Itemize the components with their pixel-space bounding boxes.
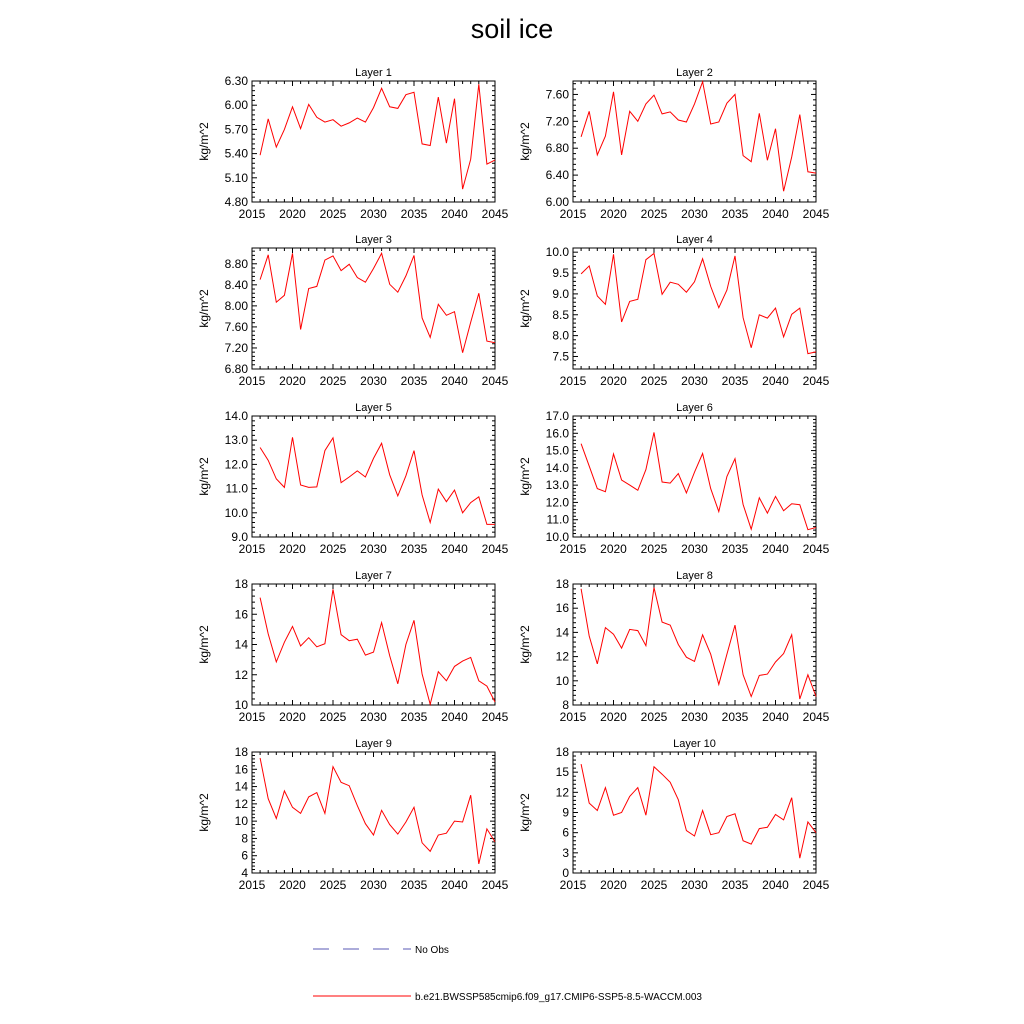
- layer-8-frame: [573, 584, 816, 705]
- y-tick-label: 12.0: [224, 457, 248, 472]
- x-tick-label: 2020: [279, 710, 306, 724]
- x-tick-label: 2045: [802, 542, 830, 556]
- x-tick-label: 2025: [319, 374, 347, 388]
- y-tick-label: 8: [562, 698, 569, 712]
- x-tick-label: 2045: [481, 542, 509, 556]
- x-tick-label: 2030: [360, 207, 387, 221]
- y-tick-label: 18: [234, 745, 248, 759]
- x-tick-label: 2040: [441, 710, 468, 724]
- x-tick-label: 2030: [681, 542, 708, 556]
- layer-9-series-line: [260, 758, 495, 864]
- y-tick-label: 11.0: [225, 481, 248, 496]
- layer-3-series-line: [260, 253, 495, 352]
- x-tick-label: 2040: [441, 542, 468, 556]
- y-tick-label: 8.80: [224, 256, 248, 271]
- x-tick-label: 2040: [762, 878, 789, 892]
- y-tick-label: 18: [555, 577, 569, 591]
- x-tick-label: 2015: [559, 878, 587, 892]
- y-tick-label: 13.0: [545, 478, 569, 493]
- layer-7-frame: [252, 584, 495, 705]
- layer-1-series-line: [260, 84, 495, 189]
- x-tick-label: 2020: [600, 710, 627, 724]
- y-tick-label: 12: [555, 649, 569, 664]
- x-tick-label: 2035: [400, 374, 428, 388]
- x-tick-label: 2020: [600, 207, 627, 221]
- layer-10-chart: [518, 738, 830, 892]
- y-tick-label: 6.30: [224, 74, 248, 88]
- y-tick-label: 14: [234, 637, 248, 652]
- layer-5-series-line: [260, 437, 495, 524]
- x-tick-label: 2020: [279, 878, 306, 892]
- x-tick-label: 2015: [238, 207, 266, 221]
- y-tick-label: 11.0: [546, 512, 569, 527]
- x-tick-label: 2035: [721, 542, 749, 556]
- x-tick-label: 2035: [721, 207, 749, 221]
- x-tick-label: 2045: [802, 878, 830, 892]
- layer-8-series-line: [581, 588, 816, 699]
- x-tick-label: 2040: [762, 542, 789, 556]
- x-tick-label: 2045: [802, 374, 830, 388]
- x-tick-label: 2025: [640, 878, 668, 892]
- y-tick-label: 14.0: [545, 460, 569, 475]
- y-tick-label: 6: [562, 825, 569, 840]
- x-tick-label: 2030: [681, 207, 708, 221]
- layer-2-series-line: [581, 82, 816, 192]
- y-tick-label: 14: [234, 779, 248, 794]
- layer-5-chart: [197, 402, 509, 556]
- y-tick-label: 12.0: [545, 495, 569, 510]
- y-tick-label: 6: [241, 848, 248, 863]
- x-tick-label: 2015: [238, 710, 266, 724]
- x-tick-label: 2035: [721, 710, 749, 724]
- y-tick-label: 4: [241, 866, 248, 880]
- y-tick-label: 10: [234, 814, 248, 829]
- layer-2-title: Layer 2: [676, 67, 713, 79]
- x-tick-label: 2035: [400, 542, 428, 556]
- x-tick-label: 2025: [319, 710, 347, 724]
- y-tick-label: 12: [234, 796, 248, 811]
- x-tick-label: 2020: [279, 207, 306, 221]
- x-tick-label: 2035: [721, 374, 749, 388]
- y-tick-label: 0: [562, 866, 569, 880]
- y-tick-label: 5.40: [224, 146, 248, 161]
- y-tick-label: 18: [555, 745, 569, 759]
- x-tick-label: 2040: [762, 207, 789, 221]
- layer-6-title: Layer 6: [676, 402, 713, 414]
- layer-3-title: Layer 3: [355, 234, 392, 246]
- x-tick-label: 2020: [600, 374, 627, 388]
- y-tick-label: 3: [562, 845, 569, 860]
- x-tick-label: 2025: [319, 542, 347, 556]
- layer-5-ylabel: kg/m^2: [197, 457, 211, 496]
- y-tick-label: 8.0: [552, 328, 569, 343]
- layer-8-title: Layer 8: [676, 570, 713, 582]
- layer-10-series-line: [581, 764, 816, 858]
- layer-4-series-line: [581, 253, 816, 353]
- y-tick-label: 6.40: [545, 168, 569, 183]
- y-tick-label: 7.60: [224, 319, 248, 334]
- legend-model-label: b.e21.BWSSP585cmip6.f09_g17.CMIP6-SSP5-8.5-WACCM.003: [415, 992, 702, 1003]
- layer-1-ylabel: kg/m^2: [197, 122, 211, 161]
- x-tick-label: 2045: [481, 374, 509, 388]
- layer-6-ylabel: kg/m^2: [518, 457, 532, 496]
- layer-2-ylabel: kg/m^2: [518, 122, 532, 161]
- y-tick-label: 7.20: [224, 340, 248, 355]
- y-tick-label: 7.5: [552, 349, 569, 364]
- y-tick-label: 10.0: [545, 530, 569, 544]
- x-tick-label: 2035: [400, 710, 428, 724]
- y-tick-label: 15.0: [545, 443, 569, 458]
- layer-1-chart: [197, 67, 509, 221]
- layer-6-series-line: [581, 432, 816, 529]
- x-tick-label: 2045: [481, 710, 509, 724]
- x-tick-label: 2030: [681, 374, 708, 388]
- y-tick-label: 14.0: [224, 409, 248, 423]
- y-tick-label: 9.0: [552, 286, 569, 301]
- y-tick-label: 16: [234, 607, 248, 622]
- x-tick-label: 2040: [441, 207, 468, 221]
- y-tick-label: 7.60: [545, 87, 569, 102]
- layer-5-title: Layer 5: [355, 402, 392, 414]
- x-tick-label: 2025: [640, 207, 668, 221]
- x-tick-label: 2045: [481, 207, 509, 221]
- x-tick-label: 2015: [559, 710, 587, 724]
- x-tick-label: 2030: [360, 542, 387, 556]
- layer-7-series-line: [260, 589, 495, 704]
- y-tick-label: 9.5: [552, 266, 569, 281]
- x-tick-label: 2030: [360, 374, 387, 388]
- y-tick-label: 8.40: [224, 277, 248, 292]
- layer-9-chart: [197, 738, 509, 892]
- y-tick-label: 6.00: [545, 195, 569, 209]
- x-tick-label: 2045: [802, 710, 830, 724]
- y-tick-label: 6.80: [224, 362, 248, 376]
- y-tick-label: 16: [555, 601, 569, 616]
- layer-4-ylabel: kg/m^2: [518, 289, 532, 328]
- y-tick-label: 15: [555, 765, 569, 780]
- layer-6-frame: [573, 416, 816, 537]
- x-tick-label: 2020: [600, 878, 627, 892]
- y-tick-label: 6.00: [224, 98, 248, 113]
- x-tick-label: 2030: [360, 878, 387, 892]
- layer-2-frame: [573, 81, 816, 202]
- x-tick-label: 2025: [319, 207, 347, 221]
- x-tick-label: 2015: [559, 542, 587, 556]
- x-tick-label: 2030: [360, 710, 387, 724]
- y-tick-label: 5.70: [224, 122, 248, 137]
- x-tick-label: 2030: [681, 878, 708, 892]
- x-tick-label: 2015: [238, 542, 266, 556]
- layer-10-ylabel: kg/m^2: [518, 793, 532, 832]
- x-tick-label: 2035: [400, 207, 428, 221]
- y-tick-label: 9.0: [231, 530, 248, 544]
- x-tick-label: 2040: [762, 374, 789, 388]
- layer-7-ylabel: kg/m^2: [197, 625, 211, 664]
- y-tick-label: 8.00: [224, 298, 248, 313]
- y-tick-label: 10.0: [224, 505, 248, 520]
- page-title: soil ice: [470, 14, 554, 44]
- x-tick-label: 2045: [802, 207, 830, 221]
- y-tick-label: 14: [555, 625, 569, 640]
- x-tick-label: 2015: [238, 374, 266, 388]
- layer-4-frame: [573, 248, 816, 369]
- layer-3-ylabel: kg/m^2: [197, 289, 211, 328]
- y-tick-label: 10: [234, 698, 248, 712]
- y-tick-label: 9: [562, 805, 569, 820]
- y-tick-label: 10.0: [545, 245, 569, 260]
- x-tick-label: 2030: [681, 710, 708, 724]
- x-tick-label: 2020: [600, 542, 627, 556]
- x-tick-label: 2020: [279, 374, 306, 388]
- y-tick-label: 8.5: [552, 307, 569, 322]
- x-tick-label: 2035: [721, 878, 749, 892]
- legend-no-obs-label: No Obs: [415, 945, 449, 956]
- x-tick-label: 2025: [640, 710, 668, 724]
- layer-9-ylabel: kg/m^2: [197, 793, 211, 832]
- y-tick-label: 16.0: [545, 426, 569, 441]
- layer-7-title: Layer 7: [355, 570, 392, 582]
- layer-10-frame: [573, 752, 816, 873]
- layer-2-chart: [518, 67, 830, 221]
- y-tick-label: 10: [555, 673, 569, 688]
- layer-6-chart: [518, 402, 830, 556]
- y-tick-label: 5.10: [224, 170, 248, 185]
- layer-5-frame: [252, 416, 495, 537]
- y-tick-label: 7.20: [545, 114, 569, 129]
- layer-3-frame: [252, 248, 495, 369]
- layer-8-ylabel: kg/m^2: [518, 625, 532, 664]
- layer-8-chart: [518, 570, 830, 724]
- y-tick-label: 12: [555, 785, 569, 800]
- y-tick-label: 18: [234, 577, 248, 591]
- y-tick-label: 8: [241, 831, 248, 846]
- y-tick-label: 12: [234, 667, 248, 682]
- x-tick-label: 2045: [481, 878, 509, 892]
- x-tick-label: 2015: [559, 207, 587, 221]
- layer-10-title: Layer 10: [673, 738, 716, 750]
- layer-9-title: Layer 9: [355, 738, 392, 750]
- x-tick-label: 2040: [441, 878, 468, 892]
- chart-panels: [197, 67, 830, 892]
- x-tick-label: 2035: [400, 878, 428, 892]
- x-tick-label: 2025: [319, 878, 347, 892]
- y-tick-label: 4.80: [224, 195, 248, 209]
- y-tick-label: 13.0: [224, 433, 248, 448]
- layer-3-chart: [197, 234, 509, 388]
- layer-4-title: Layer 4: [676, 234, 713, 246]
- layer-9-frame: [252, 752, 495, 873]
- y-tick-label: 16: [234, 762, 248, 777]
- layer-7-chart: [197, 570, 509, 724]
- layer-4-chart: [518, 234, 830, 388]
- x-tick-label: 2015: [559, 374, 587, 388]
- x-tick-label: 2025: [640, 374, 668, 388]
- y-tick-label: 17.0: [545, 409, 569, 423]
- x-tick-label: 2025: [640, 542, 668, 556]
- x-tick-label: 2040: [762, 710, 789, 724]
- x-tick-label: 2040: [441, 374, 468, 388]
- layer-1-title: Layer 1: [355, 67, 392, 79]
- x-tick-label: 2015: [238, 878, 266, 892]
- x-tick-label: 2020: [279, 542, 306, 556]
- legend: [313, 945, 702, 1003]
- y-tick-label: 6.80: [545, 141, 569, 156]
